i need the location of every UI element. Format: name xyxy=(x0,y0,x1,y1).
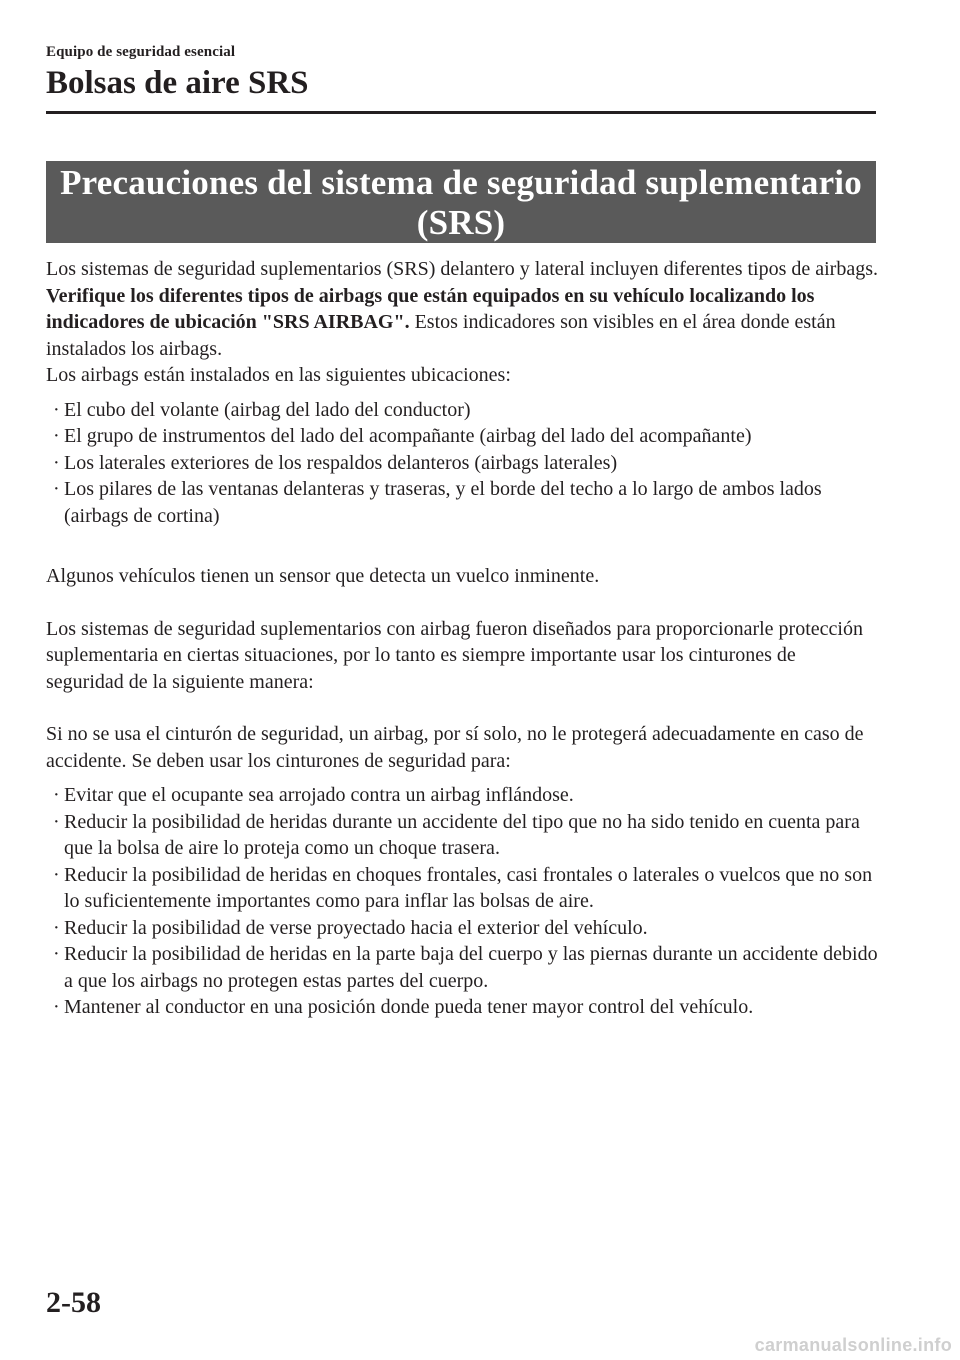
list-item xyxy=(46,994,878,1021)
banner-title-line2: (SRS) xyxy=(416,203,506,242)
location-text: El cubo del volante (airbag del lado del conductor) xyxy=(64,398,471,421)
list-item xyxy=(46,941,878,994)
protection-paragraph: Los sistemas de seguridad suplementarios con airbag fueron diseñados para proporcionarle protección suplementaria en ciertas situaciones, por lo tanto es siempre importante usar los cinturones de seguridad de la siguiente manera: xyxy=(46,617,863,693)
list-item xyxy=(46,397,878,424)
reason-text: Reducir la posibilidad de heridas en choques frontales, casi frontales o laterales o vuelcos que no son lo suficientemente importantes como para inflar las bolsas de aire. xyxy=(64,863,873,912)
bullet-icon: · xyxy=(53,478,60,500)
list-item xyxy=(46,862,878,915)
intro-text-start: Los sistemas de seguridad suplementarios (SRS) delantero y lateral incluyen diferentes tipos de airbags. xyxy=(46,258,879,280)
rollover-paragraph: Algunos vehículos tienen un sensor que detecta un vuelco inminente. xyxy=(46,565,600,587)
list-item xyxy=(46,476,878,529)
watermark: carmanualsonline.info xyxy=(754,1335,952,1355)
bullet-icon: · xyxy=(53,810,60,833)
location-text: Los pilares de las ventanas delanteras y traseras, y el borde del techo a lo largo de ambos lados (airbags de cortina) xyxy=(64,478,822,527)
intro-paragraph xyxy=(46,256,878,362)
bullet-icon: · xyxy=(53,863,60,886)
section-label: Equipo de seguridad esencial xyxy=(46,44,236,60)
bullet-icon: · xyxy=(53,943,60,965)
bullet-icon: · xyxy=(53,425,60,447)
intro-text-end: Estos indicadores son visibles en el área donde están instalados los airbags. xyxy=(46,311,836,360)
page-title: Bolsas de aire SRS xyxy=(46,65,309,101)
list-item xyxy=(46,782,878,809)
bullet-icon: · xyxy=(53,398,60,421)
location-text: Los laterales exteriores de los respaldos delanteros (airbags laterales) xyxy=(64,451,618,474)
airbag-locations-list xyxy=(46,397,878,530)
reason-text: Mantener al conductor en una posición donde pueda tener mayor control del vehículo. xyxy=(64,996,754,1018)
location-text: El grupo de instrumentos del lado del acompañante (airbag del lado del acompañante) xyxy=(64,425,752,447)
intro-bold-instruction: Verifique los diferentes tipos de airbags que están equipados en su vehículo localizando los indicadores de ubicación "SRS AIRBAG". xyxy=(46,284,815,333)
bullet-icon: · xyxy=(53,996,60,1018)
reason-text: Reducir la posibilidad de heridas en la parte baja del cuerpo y las piernas durante un accidente debido a que los airbags no protegen estas partes del cuerpo. xyxy=(64,943,878,992)
list-item xyxy=(46,450,878,477)
reason-text: Reducir la posibilidad de verse proyectado hacia el exterior del vehículo. xyxy=(64,916,648,939)
section-banner xyxy=(46,161,876,243)
seatbelt-reasons-list xyxy=(46,782,878,1021)
reason-text: Reducir la posibilidad de heridas durante un accidente del tipo que no ha sido tenido en cuenta para que la bolsa de aire lo proteja como un choque trasera. xyxy=(64,810,860,859)
bullet-icon: · xyxy=(53,916,60,939)
list-item xyxy=(46,915,878,942)
bullet-icon: · xyxy=(53,784,60,806)
seatbelt-paragraph: Si no se usa el cinturón de seguridad, un airbag, por sí solo, no le protegerá adecuadamente en caso de accidente. Se deben usar los cinturones de seguridad para: xyxy=(46,723,864,772)
banner-title-line1: Precauciones del sistema de seguridad suplementario xyxy=(60,163,862,202)
title-divider xyxy=(46,111,876,114)
locations-intro: Los airbags están instalados en las siguientes ubicaciones: xyxy=(46,364,511,386)
bullet-icon: · xyxy=(53,451,60,474)
list-item xyxy=(46,809,878,862)
body-content xyxy=(46,256,878,1021)
list-item xyxy=(46,423,878,450)
page-number: 2-58 xyxy=(46,1286,101,1319)
reason-text: Evitar que el ocupante sea arrojado contra un airbag inflándose. xyxy=(64,784,574,806)
